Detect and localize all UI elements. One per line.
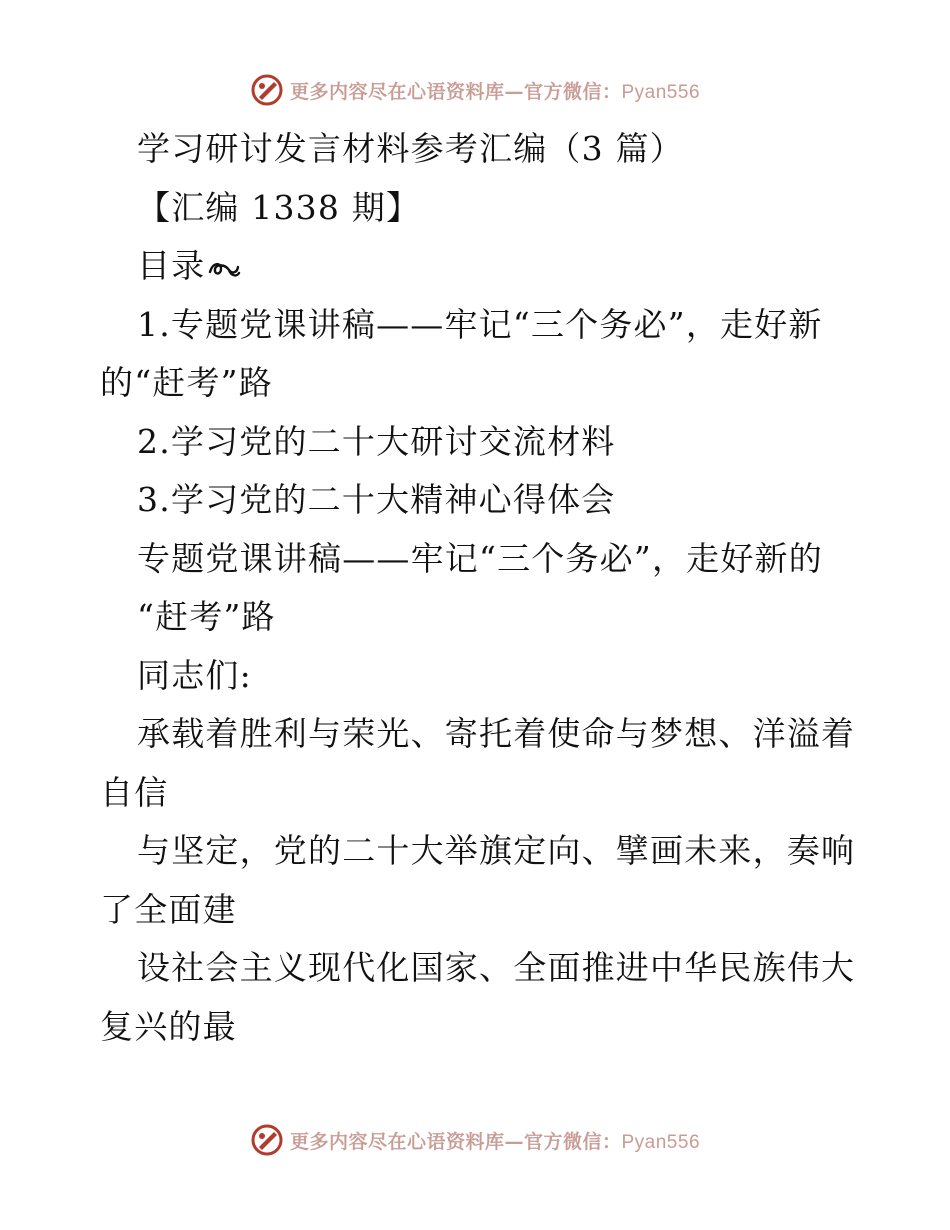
- decorative-flourish-icon: [207, 256, 241, 280]
- paragraph-line: 自信: [100, 772, 169, 812]
- header-watermark: [0, 70, 950, 110]
- paragraph-line: 承载着胜利与荣光、寄托着使命与梦想、洋溢着: [137, 714, 856, 753]
- toc-item-2: 2.学习党的二十大研讨交流材料: [137, 421, 616, 461]
- toc-heading: 目录: [100, 237, 860, 296]
- watermark-wechat-id: Pyan556: [621, 1131, 701, 1153]
- watermark-text: 更多内容尽在心语资料库—官方微信：Pyan556: [289, 80, 701, 103]
- document-title: 学习研讨发言材料参考汇编（3 篇）: [137, 129, 684, 168]
- toc-item-1: 1.专题党课讲稿——牢记“三个务必”，走好新: [137, 304, 823, 344]
- footer-watermark: [0, 1120, 950, 1160]
- toc-item-1-continued: 的“赶考”路: [100, 363, 273, 402]
- paragraph-line: 设社会主义现代化国家、全面推进中华民族伟大: [137, 948, 856, 987]
- section-title: 专题党课讲稿——牢记“三个务必”，走好新的: [137, 538, 823, 578]
- paragraph-line: 了全面建: [100, 889, 237, 929]
- toc-item-3: 3.学习党的二十大精神心得体会: [137, 480, 616, 519]
- watermark-logo-icon: [250, 1123, 284, 1157]
- issue-number: 【汇编 1338 期】: [137, 187, 421, 227]
- paragraph-line: 与坚定，党的二十大举旗定向、擘画未来，奏响: [137, 831, 856, 870]
- watermark-logo-icon: [250, 73, 284, 107]
- watermark-wechat-id: Pyan556: [621, 81, 701, 103]
- document-body: [100, 120, 860, 1056]
- salutation: 同志们:: [137, 655, 252, 695]
- section-title-continued: “赶考”路: [137, 597, 276, 636]
- paragraph-line: 复兴的最: [100, 1006, 237, 1046]
- watermark-text: 更多内容尽在心语资料库—官方微信：Pyan556: [289, 1130, 701, 1153]
